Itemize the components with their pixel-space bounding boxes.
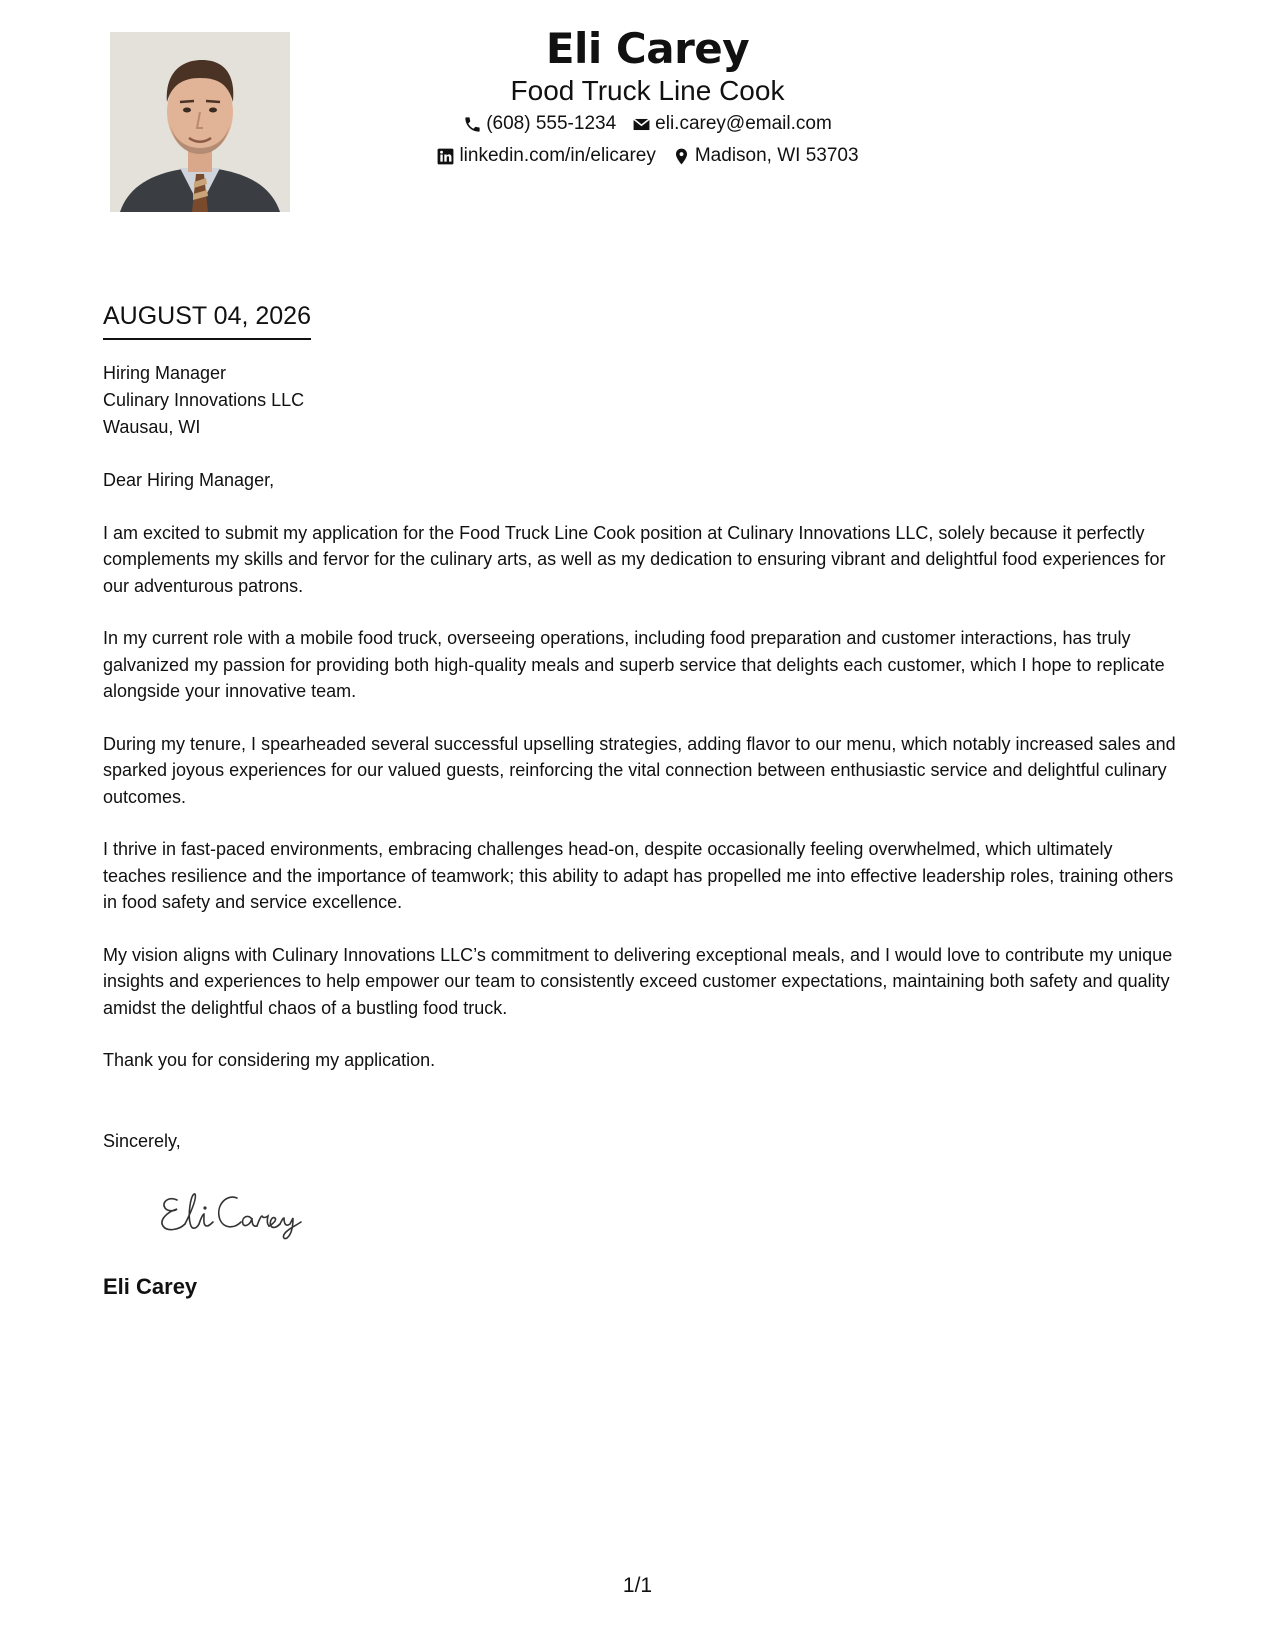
contact-linkedin[interactable] [436, 140, 655, 172]
linkedin-icon [436, 147, 455, 166]
signer-name: Eli Carey [103, 1274, 198, 1299]
body-paragraph-5: My vision aligns with Culinary Innovations LLC’s commitment to delivering exceptional meals, and I would love to contribute my unique insights and experiences to help empower our team to consistently exceed customer expectations, maintaining both safety and quality amidst the delightful chaos of a bustling food truck. [103, 944, 1173, 1018]
body-paragraph-3: During my tenure, I spearheaded several successful upselling strategies, adding flavor to our menu, which notably increased sales and sparked joyous experiences for our valued guests, reinforcing the vital connection between enthusiastic service and delightful culinary outcomes. [103, 733, 1176, 807]
map-pin-icon [672, 147, 691, 166]
phone-icon [463, 115, 482, 134]
contact-phone[interactable] [463, 108, 616, 140]
closing: Sincerely, [103, 1131, 181, 1151]
contact-row-1 [300, 108, 995, 140]
profile-photo-portrait [110, 32, 290, 212]
body-paragraph-1: I am excited to submit my application for the Food Truck Line Cook position at Culinary Innovations LLC, solely because it perfectly complements my skills and fervor for the culinary arts, as well as my dedication to ensuring vibrant and delightful food experiences for our adventurous patrons. [103, 522, 1166, 596]
contact-location [672, 140, 859, 172]
letter-header [300, 22, 995, 172]
contact-linkedin-text: linkedin.com/in/elicarey [459, 145, 656, 166]
envelope-icon [632, 115, 651, 134]
contact-location-text: Madison, WI 53703 [694, 145, 859, 166]
salutation: Dear Hiring Manager, [103, 470, 275, 490]
applicant-job-title: Food Truck Line Cook [510, 75, 785, 106]
handwritten-signature [155, 1182, 325, 1242]
letter-date: AUGUST 04, 2026 [103, 300, 311, 340]
contact-email-text: eli.carey@email.com [655, 113, 832, 134]
recipient-company: Culinary Innovations LLC [103, 390, 305, 410]
contact-phone-text: (608) 555-1234 [486, 113, 617, 134]
body-paragraph-6: Thank you for considering my application. [103, 1050, 436, 1070]
recipient-city: Wausau, WI [103, 417, 201, 437]
recipient-block [103, 360, 304, 441]
contact-row-2 [300, 140, 995, 172]
contact-email[interactable] [632, 108, 832, 140]
applicant-name: Eli Carey [545, 24, 750, 73]
letter-body [103, 467, 1178, 1100]
recipient-role: Hiring Manager [103, 363, 227, 383]
profile-photo [110, 32, 290, 212]
body-paragraph-4: I thrive in fast-paced environments, embracing challenges head-on, despite occasionally feeling overwhelmed, which ultimately teaches resilience and the importance of teamwork; this ability to adapt has propelled me into effective leadership roles, training others in food safety and service excellence. [103, 839, 1174, 912]
body-paragraph-2: In my current role with a mobile food truck, overseeing operations, including food preparation and customer interactions, has truly galvanized my passion for providing both high-quality meals and superb service that delights each customer, which I hope to replicate alongside your innovative team. [103, 628, 1165, 701]
page-number: 1/1 [622, 1574, 653, 1597]
